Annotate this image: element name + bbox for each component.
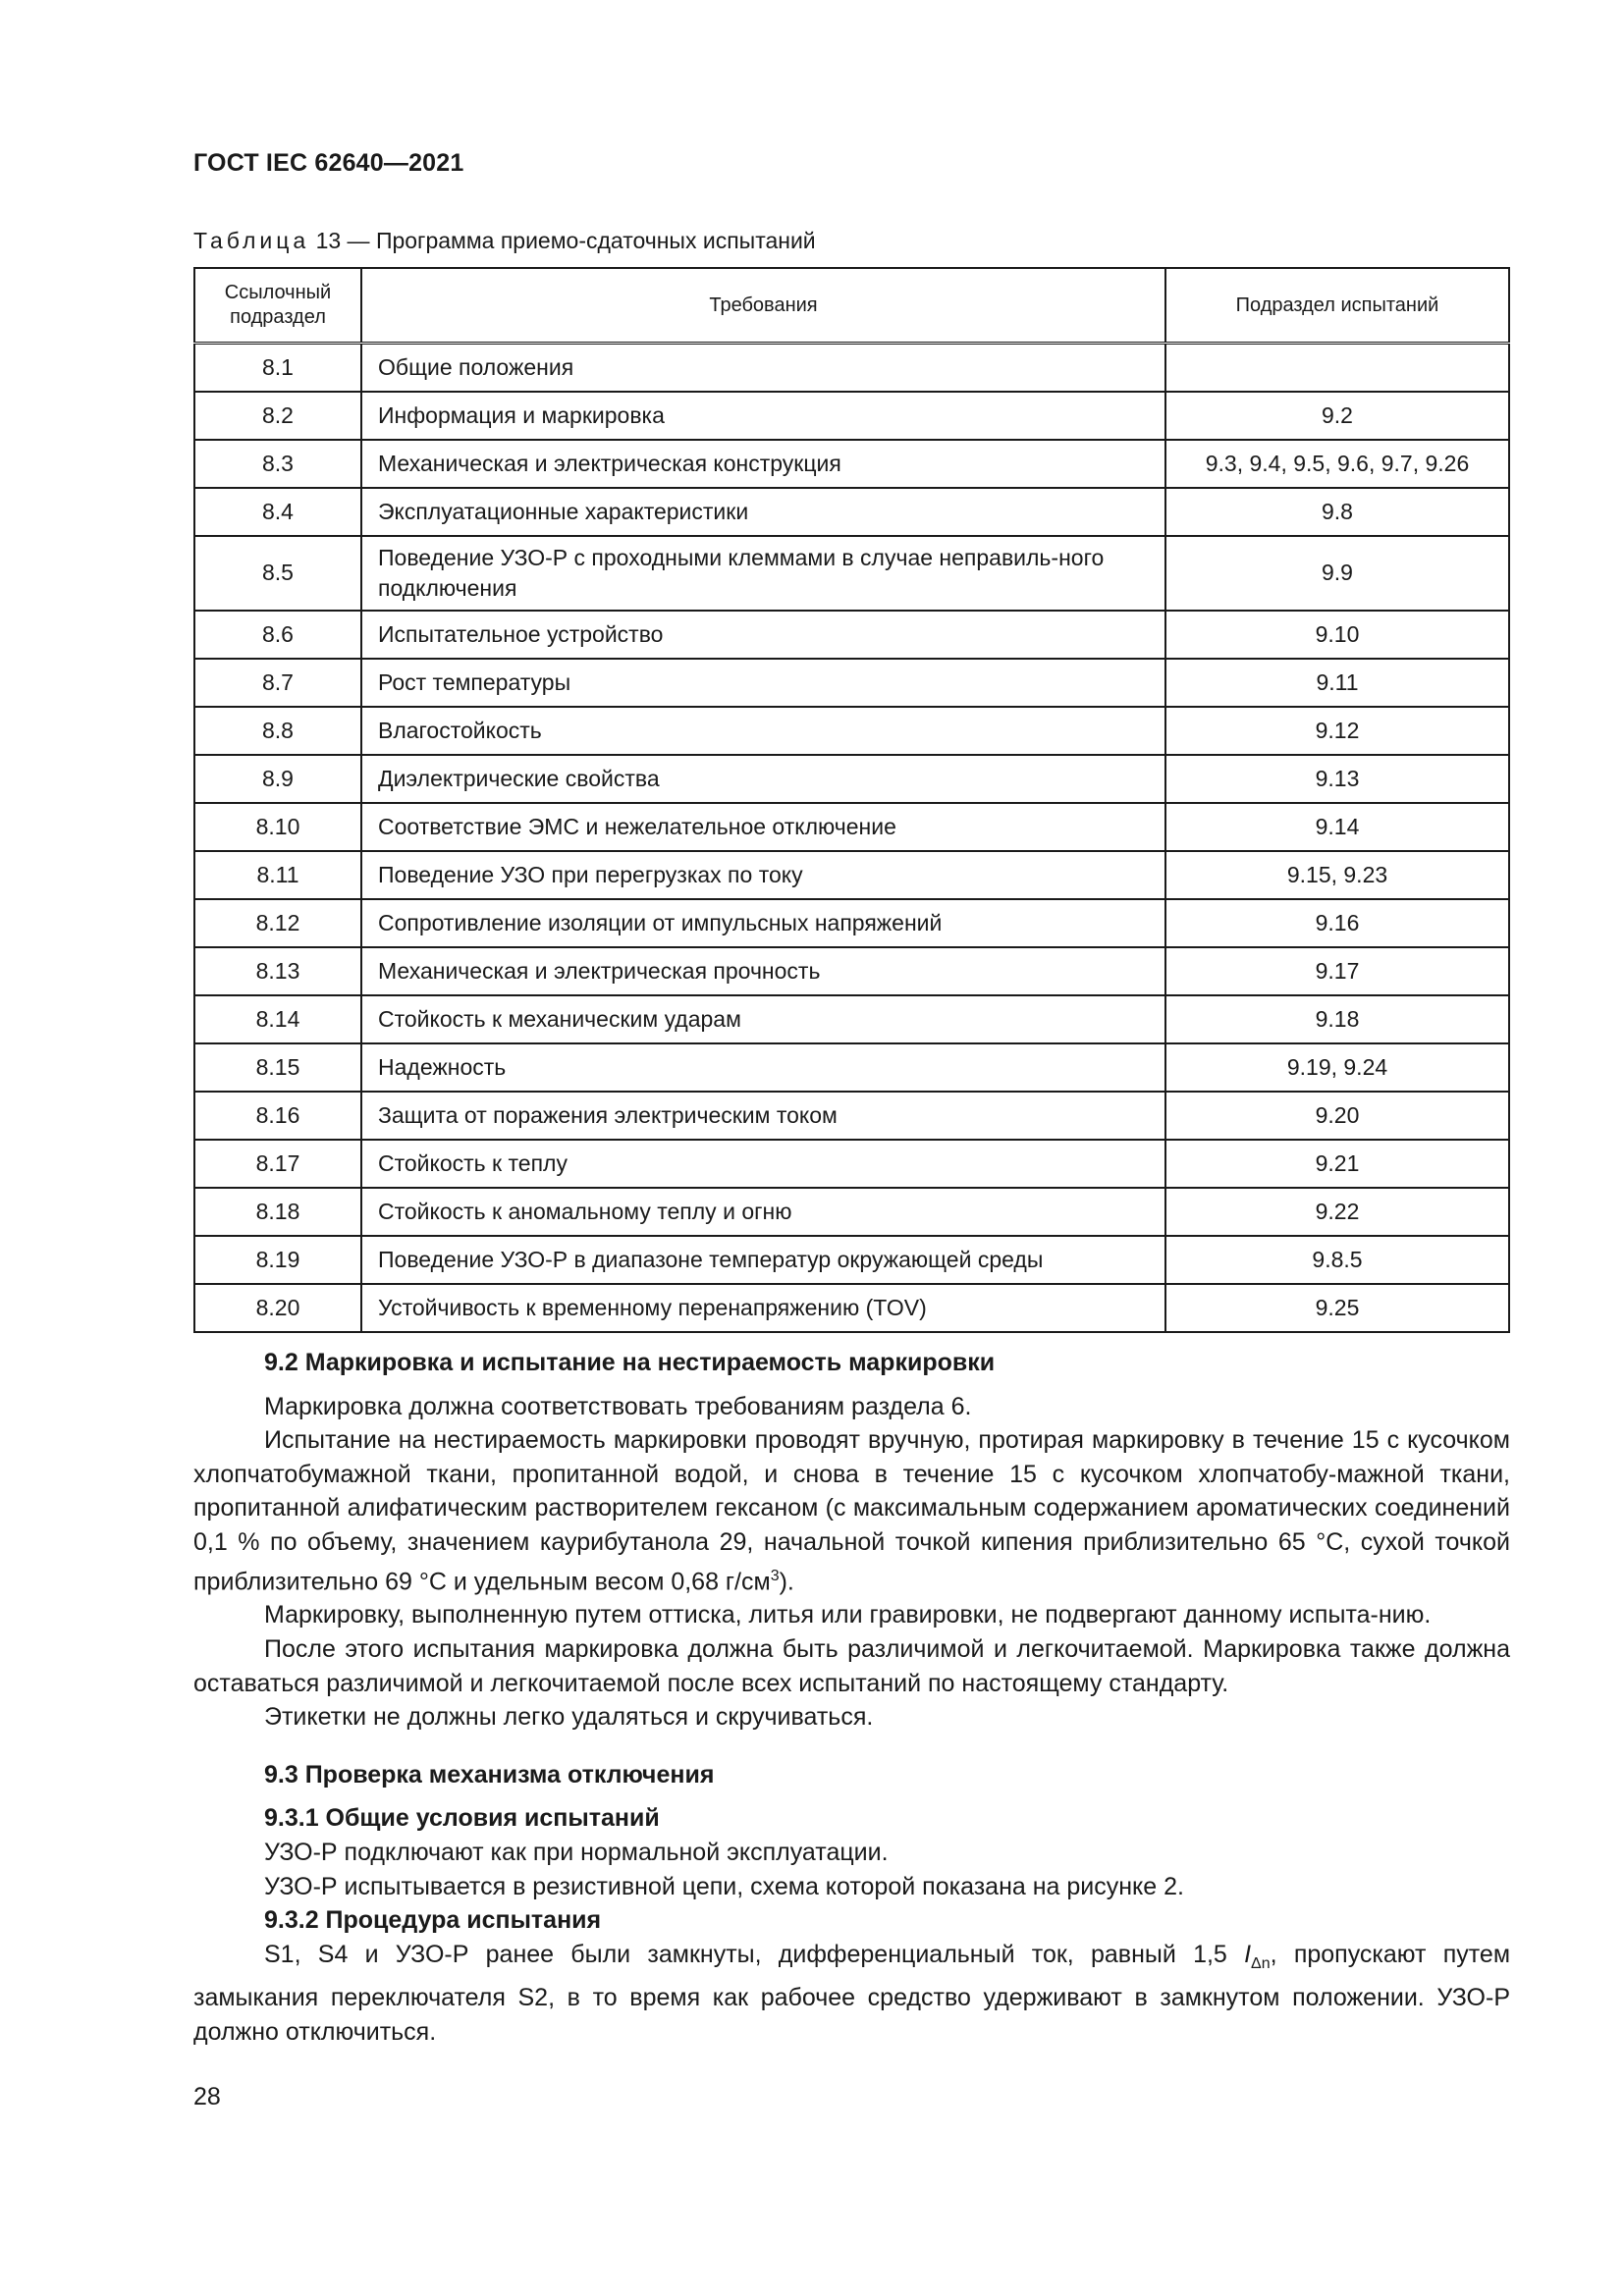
table-caption-title: 13 — Программа приемо-сдаточных испытаний: [309, 228, 816, 253]
cell-reference: 8.10: [194, 803, 361, 851]
cell-test-subsection: 9.9: [1165, 536, 1509, 611]
cell-reference: 8.20: [194, 1284, 361, 1332]
paragraph-text-end: , пропускают путем замыкания переключателя S2, в то время как рабочее средство удерживают в замкнутом положении. УЗО-Р должно отключиться.: [193, 1940, 1511, 2047]
cell-test-subsection: 9.17: [1165, 947, 1509, 995]
cell-reference: 8.12: [194, 899, 361, 947]
cell-reference: 8.3: [194, 440, 361, 488]
cell-reference: 8.18: [194, 1188, 361, 1236]
superscript: 3: [770, 1567, 780, 1584]
cell-requirement: Сопротивление изоляции от импульсных напряжений: [361, 899, 1165, 947]
table-row: [194, 344, 1509, 392]
cell-test-subsection: 9.8.5: [1165, 1236, 1509, 1284]
paragraph: [193, 1423, 1510, 1598]
cell-requirement: Информация и маркировка: [361, 392, 1165, 440]
cell-test-subsection: 9.16: [1165, 899, 1509, 947]
cell-test-subsection: 9.10: [1165, 611, 1509, 659]
table-row: [194, 755, 1509, 803]
subsection-heading-9-3-2: 9.3.2 Процедура испытания: [264, 1906, 602, 1935]
cell-test-subsection: 9.20: [1165, 1092, 1509, 1140]
page-number: 28: [193, 2083, 221, 2110]
cell-reference: 8.16: [194, 1092, 361, 1140]
column-header-reference-subsection: Ссылочный подраздел: [194, 268, 361, 344]
table-row: [194, 707, 1509, 755]
cell-requirement: Влагостойкость: [361, 707, 1165, 755]
paragraph-text: S1, S4 и УЗО-Р ранее были замкнуты, дифференциальный ток, равный 1,5: [264, 1940, 1245, 1968]
table-row: [194, 536, 1509, 611]
paragraph: Этикетки не должны легко удаляться и скручиваться.: [264, 1703, 874, 1732]
cell-requirement: Общие положения: [361, 344, 1165, 392]
cell-requirement: Защита от поражения электрическим током: [361, 1092, 1165, 1140]
cell-requirement: Поведение УЗО-Р с проходными клеммами в случае неправиль-ного подключения: [361, 536, 1165, 611]
cell-test-subsection: 9.8: [1165, 488, 1509, 536]
cell-reference: 8.19: [194, 1236, 361, 1284]
paragraph: [193, 1938, 1510, 2050]
cell-requirement: Механическая и электрическая прочность: [361, 947, 1165, 995]
cell-requirement: Стойкость к механическим ударам: [361, 995, 1165, 1043]
section-heading-9-2: 9.2 Маркировка и испытание на нестираемость маркировки: [264, 1349, 996, 1376]
table-row: [194, 488, 1509, 536]
paragraph: Маркировка должна соответствовать требованиям раздела 6.: [264, 1392, 972, 1420]
paragraph: УЗО-Р подключают как при нормальной эксплуатации.: [264, 1839, 889, 1867]
cell-test-subsection: 9.11: [1165, 659, 1509, 707]
subscript: Δn: [1251, 1954, 1271, 1972]
cell-requirement: Эксплуатационные характеристики: [361, 488, 1165, 536]
cell-requirement: Устойчивость к временному перенапряжению (TOV): [361, 1284, 1165, 1332]
table-header-row: [194, 268, 1509, 344]
table-row: [194, 1140, 1509, 1188]
paragraph-text-end: ).: [779, 1567, 794, 1595]
table-row: [194, 1284, 1509, 1332]
table-row: [194, 851, 1509, 899]
cell-requirement: Механическая и электрическая конструкция: [361, 440, 1165, 488]
cell-test-subsection: 9.18: [1165, 995, 1509, 1043]
table-row: [194, 947, 1509, 995]
table-row: [194, 803, 1509, 851]
document-code-header: ГОСТ IEC 62640—2021: [193, 149, 464, 177]
cell-reference: 8.9: [194, 755, 361, 803]
cell-test-subsection: 9.3, 9.4, 9.5, 9.6, 9.7, 9.26: [1165, 440, 1509, 488]
cell-reference: 8.7: [194, 659, 361, 707]
cell-reference: 8.4: [194, 488, 361, 536]
table-row: [194, 611, 1509, 659]
current-symbol: I: [1244, 1940, 1252, 1968]
cell-test-subsection: 9.25: [1165, 1284, 1509, 1332]
cell-requirement: Стойкость к теплу: [361, 1140, 1165, 1188]
column-header-requirements: Требования: [361, 268, 1165, 344]
table-row: [194, 440, 1509, 488]
paragraph: УЗО-Р испытывается в резистивной цепи, схема которой показана на рисунке 2.: [264, 1872, 1184, 1900]
cell-reference: 8.2: [194, 392, 361, 440]
cell-test-subsection: 9.21: [1165, 1140, 1509, 1188]
cell-reference: 8.8: [194, 707, 361, 755]
cell-requirement: Рост температуры: [361, 659, 1165, 707]
cell-reference: 8.6: [194, 611, 361, 659]
column-header-test-subsection: Подраздел испытаний: [1165, 268, 1509, 344]
cell-requirement: Поведение УЗО-Р в диапазоне температур окружающей среды: [361, 1236, 1165, 1284]
cell-test-subsection: 9.14: [1165, 803, 1509, 851]
table-row: [194, 1188, 1509, 1236]
cell-reference: 8.15: [194, 1043, 361, 1092]
paragraph-text: Испытание на нестираемость маркировки проводят вручную, протирая маркировку в течение 15 с кусочком хлопчатобумажной ткани, пропитанной водой, и снова в течение 15 с кусочком хлопчатобу-мажной ткани, пропитанной алифатическим растворителем гексаном (с максимальным содержанием ароматических соединений 0,1 % по объему, значением каурибутанола 29, начальной точкой кипения приблизительно 65 °С, сухой точкой приблизительно 69 °С и удельным весом 0,68 г/см: [193, 1426, 1510, 1595]
table-caption-prefix: Таблица: [193, 228, 310, 253]
cell-test-subsection: 9.12: [1165, 707, 1509, 755]
table-row: [194, 1236, 1509, 1284]
cell-test-subsection: [1165, 344, 1509, 392]
table-row: [194, 392, 1509, 440]
table-row: [194, 659, 1509, 707]
table-row: [194, 899, 1509, 947]
cell-test-subsection: 9.2: [1165, 392, 1509, 440]
cell-reference: 8.17: [194, 1140, 361, 1188]
cell-requirement: Испытательное устройство: [361, 611, 1165, 659]
table-caption: [193, 228, 816, 254]
cell-requirement: Стойкость к аномальному теплу и огню: [361, 1188, 1165, 1236]
cell-reference: 8.14: [194, 995, 361, 1043]
table-row: [194, 1092, 1509, 1140]
document-body: [193, 1346, 1510, 2050]
cell-test-subsection: 9.13: [1165, 755, 1509, 803]
paragraph: Маркировку, выполненную путем оттиска, литья или гравировки, не подвергают данному испыта-нию.: [264, 1601, 1432, 1629]
cell-reference: 8.5: [194, 536, 361, 611]
cell-reference: 8.1: [194, 344, 361, 392]
cell-requirement: Поведение УЗО при перегрузках по току: [361, 851, 1165, 899]
cell-test-subsection: 9.15, 9.23: [1165, 851, 1509, 899]
cell-requirement: Надежность: [361, 1043, 1165, 1092]
table-row: [194, 1043, 1509, 1092]
cell-test-subsection: 9.19, 9.24: [1165, 1043, 1509, 1092]
cell-requirement: Диэлектрические свойства: [361, 755, 1165, 803]
section-heading-9-3: 9.3 Проверка механизма отключения: [264, 1760, 715, 1789]
cell-reference: 8.11: [194, 851, 361, 899]
cell-requirement: Соответствие ЭМС и нежелательное отключение: [361, 803, 1165, 851]
cell-reference: 8.13: [194, 947, 361, 995]
cell-test-subsection: 9.22: [1165, 1188, 1509, 1236]
paragraph: После этого испытания маркировка должна быть различимой и легкочитаемой. Маркировка также должна оставаться различимой и легкочитаемой после всех испытаний по настоящему стандарту.: [193, 1635, 1510, 1697]
subsection-heading-9-3-1: 9.3.1 Общие условия испытаний: [264, 1804, 660, 1833]
acceptance-test-program-table: [193, 267, 1510, 1333]
table-row: [194, 995, 1509, 1043]
